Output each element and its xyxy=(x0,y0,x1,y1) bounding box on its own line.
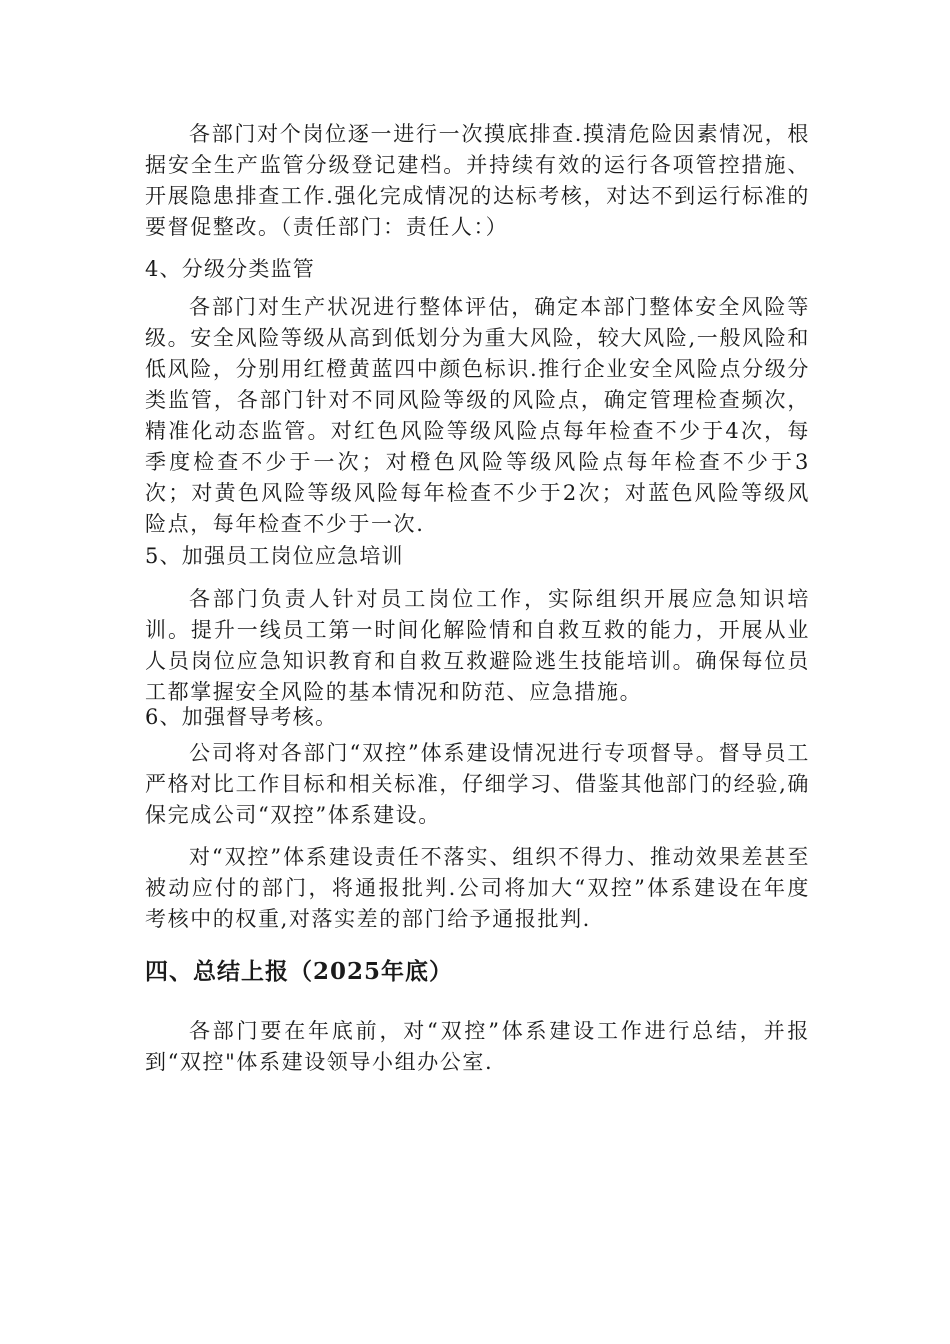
list-item-5: 5、加强员工岗位应急培训 xyxy=(145,544,404,568)
paragraph-accountability: 对“双控”体系建设责任不落实、组织不得力、推动效果差甚至被动应付的部门，将通报批判.公司将加大“双控”体系建设在年度考核中的权重,对落实差的部门给予通报批判. xyxy=(145,845,810,931)
list-item-6: 6、加强督导考核。 xyxy=(145,705,338,729)
paragraph-summary-report: 各部门要在年底前，对“双控”体系建设工作进行总结，并报到“双控"体系建设领导小组办公室. xyxy=(145,1019,810,1074)
paragraph-investigation: 各部门对个岗位逐一进行一次摸底排查.摸清危险因素情况，根据安全生产监管分级登记建档。并持续有效的运行各项管控措施、开展隐患排查工作.强化完成情况的达标考核，对达不到运行标准的要督促整改。（责任部门：责任人：） xyxy=(145,122,810,239)
list-item-4: 4、分级分类监管 xyxy=(145,257,315,281)
paragraph-risk-grading: 各部门对生产状况进行整体评估，确定本部门整体安全风险等级。安全风险等级从高到低划分为重大风险，较大风险,一般风险和低风险，分别用红橙黄蓝四中颜色标识.推行企业安全风险点分级分类监管，各部门针对不同风险等级的风险点，确定管理检查频次，精准化动态监管。对红色风险等级风险点每年检查不少于4次，每季度检查不少于一次；对橙色风险等级风险点每年检查不少于3次；对黄色风险等级风险每年检查不少于2次；对蓝色风险等级风险点，每年检查不少于一次. xyxy=(145,295,810,536)
paragraph-supervision: 公司将对各部门“双控”体系建设情况进行专项督导。督导员工严格对比工作目标和相关标准，仔细学习、借鉴其他部门的经验,确保完成公司“双控”体系建设。 xyxy=(145,741,810,827)
paragraph-emergency-training: 各部门负责人针对员工岗位工作，实际组织开展应急知识培训。提升一线员工第一时间化解险情和自救互救的能力，开展从业人员岗位应急知识教育和自救互救避险逃生技能培训。确保每位员工都掌握安全风险的基本情况和防范、应急措施。 xyxy=(145,587,810,704)
section-heading-summary: 四、总结上报（2025年底） xyxy=(145,958,454,985)
